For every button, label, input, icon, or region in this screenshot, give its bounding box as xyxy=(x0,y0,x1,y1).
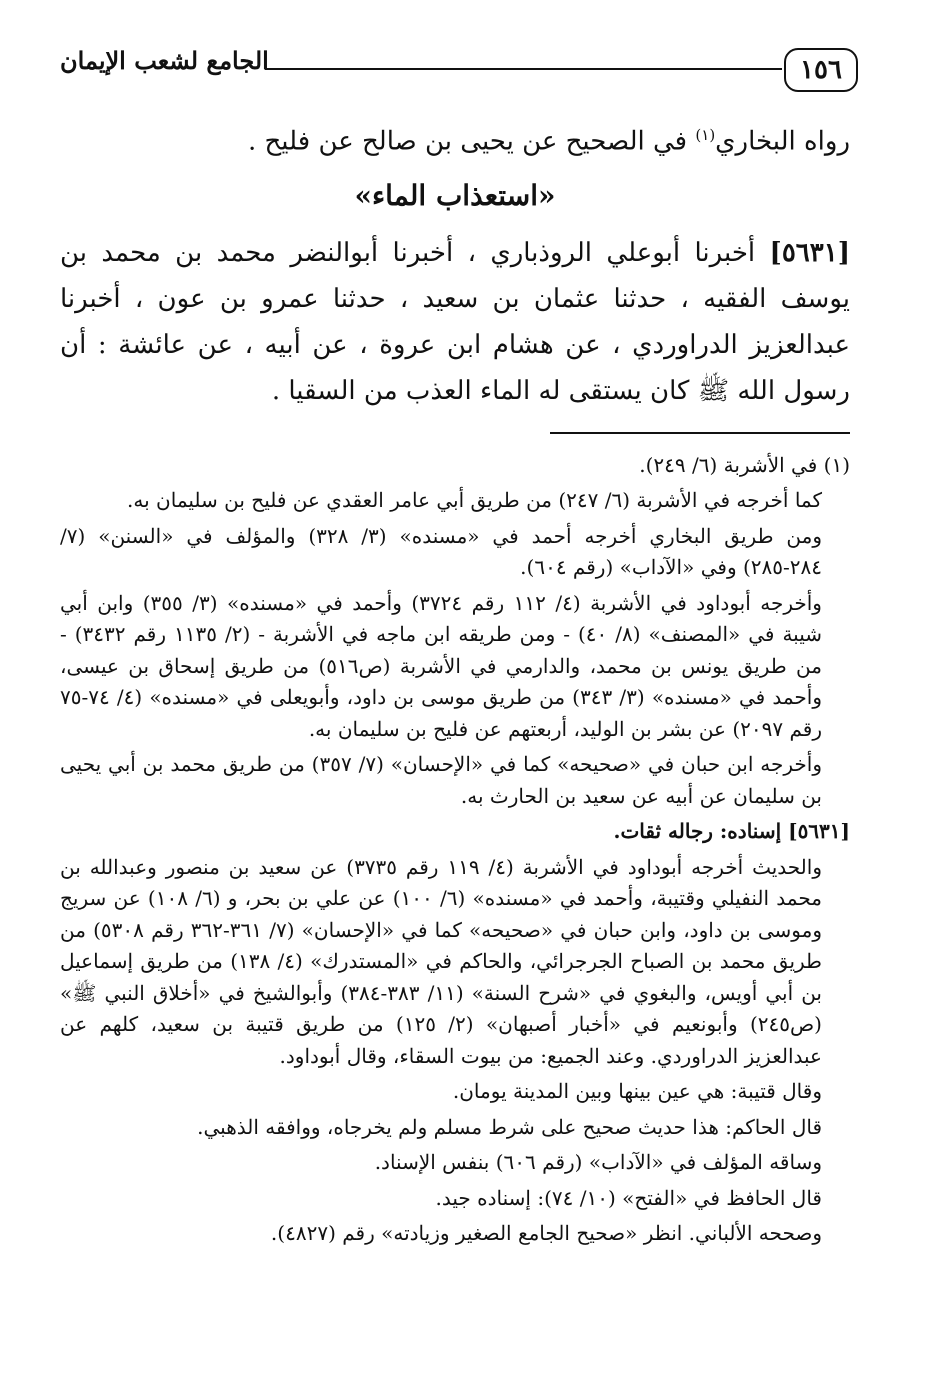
footnotes-section xyxy=(60,450,850,1250)
footnote-2-paragraph: وقال قتيبة: هي عين بينها وبين المدينة يومان. xyxy=(452,1079,822,1104)
footnote-2-paragraph: وساقه المؤلف في «الآداب» (رقم ٦٠٦) بنفس الإسناد. xyxy=(374,1150,822,1175)
intro-text-after: في الصحيح عن يحيى بن صالح عن فليح . xyxy=(247,126,696,157)
page-number-badge: ١٥٦ xyxy=(784,48,858,92)
header-divider xyxy=(265,68,782,70)
footnote-1-paragraph: وأخرجه أبوداود في الأشربة (٤/ ١١٢ رقم ٣٧٢٤) وأحمد في «مسنده» (٣/ ٣٥٥) وابن أبي شيبة في «المصنف» (٨/ ٤٠) - ومن طريقه ابن ماجه في الأشربة - (٢/ ١١٣٥ رقم ٣٤٣٢) - من طريق يونس بن محمد، والدارمي في الأشربة (ص٥١٦) من طريق إسحاق بن عيسى، وأحمد في «مسنده» (٣/ ٣٤٣) من طريق موسى بن داود، وأبويعلى في «مسنده» (٤/ ٧٤-٧٥ رقم ٢٠٩٧) عن بشر بن الوليد، أربعتهم عن فليح بن سليمان به. xyxy=(60,590,823,741)
footnote-2-paragraph: والحديث أخرجه أبوداود في الأشربة (٤/ ١١٩ رقم ٣٧٣٥) عن سعيد بن منصور وعبدالله بن محمد النفيلي وقتيبة، وأحمد في «مسنده» (٦/ ١٠٠) عن علي بن بحر، و (٦/ ١٠٨) عن سريج وموسى بن داود، وابن حبان في «صحيحه» كما في «الإحسان» (٧/ ٣٦١-٣٦٢ رقم ٥٣٠٨) من طريق محمد بن الصباح الجرجرائي، والحاكم في «المستدرك» (٤/ ١٣٨) من طريق إسماعيل بن أبي أويس، والبغوي في «شرح السنة» (١١/ ٣٨٣-٣٨٤) وأبوالشيخ في «أخلاق النبي ﷺ» (ص٢٤٥) وأبونعيم في «أخبار أصبهان» (٢/ ١٢٥) من طريق قتيبة بن سعيد، كلهم عن عبدالعزيز الدراوردي. وعند الجميع: من بيوت السقاء، وقال أبوداود. xyxy=(60,854,822,1068)
footnote-divider xyxy=(550,432,850,434)
footnote-2-paragraph: وصححه الألباني. انظر «صحيح الجامع الصغير وزيادته» رقم (٤٨٢٧). xyxy=(270,1221,822,1246)
running-book-title: الجامع لشعب الإيمان xyxy=(60,46,269,75)
footnote-ref-1: (١) xyxy=(695,126,716,144)
footnote-1-paragraph: وأخرجه ابن حبان في «صحيحه» كما في «الإحسان» (٧/ ٣٥٧) من طريق محمد بن أبي يحيى بن سليمان عن أبيه عن سعيد بن الحارث به. xyxy=(60,752,822,808)
footnote-2-heading xyxy=(60,816,850,848)
hadith-paragraph xyxy=(60,230,850,414)
section-title: «استعذاب الماء» xyxy=(354,178,556,212)
footnote-2-paragraph: قال الحافظ في «الفتح» (١٠/ ٧٤): إسناده جيد. xyxy=(435,1185,822,1210)
footnote-2-lead: [٥٦٣١] إسناده: رجاله ثقات. xyxy=(613,819,850,844)
intro-line xyxy=(60,112,850,165)
hadith-number: [٥٦٣١] xyxy=(769,237,850,268)
book-page xyxy=(60,40,850,1254)
page-header xyxy=(60,40,850,104)
intro-text-before: رواه البخاري xyxy=(715,126,850,157)
hadith-text: أخبرنا أبوعلي الروذباري ، أخبرنا أبوالنضر محمد بن محمد بن يوسف الفقيه ، حدثنا عثمان بن سعيد ، حدثنا عمرو بن عون ، أخبرنا عبدالعزيز الدراوردي ، عن هشام ابن عروة ، عن أبيه ، عن عائشة : أن رسول الله ﷺ كان يستقى له الماء العذب من السقيا . xyxy=(60,237,850,406)
footnote-1-paragraph: ومن طريق البخاري أخرجه أحمد في «مسنده» (٣/ ٣٢٨) والمؤلف في «السنن» (٧/ ٢٨٤-٢٨٥) وفي «الآداب» (رقم ٦٠٤). xyxy=(60,523,822,580)
footnote-1-paragraph: كما أخرجه في الأشربة (٦/ ٢٤٧) من طريق أبي عامر العقدي عن فليح بن سليمان به. xyxy=(127,488,822,513)
footnote-2-paragraph: قال الحاكم: هذا حديث صحيح على شرط مسلم ولم يخرجاه، ووافقه الذهبي. xyxy=(197,1114,822,1139)
footnote-1-heading: (١) في الأشربة (٦/ ٢٤٩). xyxy=(639,452,850,477)
